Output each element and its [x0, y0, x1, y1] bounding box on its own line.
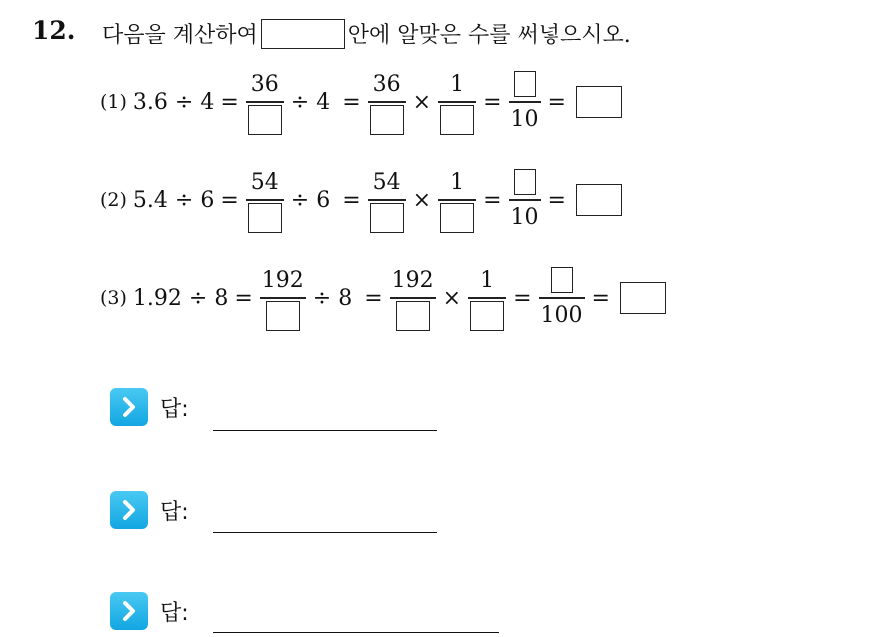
answer-row-2 — [110, 491, 189, 529]
fraction-3 — [440, 67, 474, 137]
answer-box-result[interactable] — [620, 282, 666, 314]
fraction-numerator: 192 — [391, 267, 434, 293]
divisor-term: ÷ 6 — [290, 187, 331, 213]
answer-box-denominator[interactable] — [266, 301, 300, 331]
equation-row-3 — [100, 262, 666, 334]
fraction-4 — [541, 263, 583, 333]
answer-row-3 — [110, 592, 189, 630]
fraction-numerator: 1 — [480, 267, 495, 293]
equation-lhs: 5.4 ÷ 6 — [132, 187, 215, 213]
fraction-denominator: 10 — [510, 205, 539, 231]
answer-box-denominator[interactable] — [248, 105, 282, 135]
answer-box-result[interactable] — [576, 184, 622, 216]
equals-sign: = — [547, 89, 566, 115]
equation-label: (1) — [100, 91, 127, 113]
divisor-term: ÷ 4 — [290, 89, 331, 115]
chevron-right-icon — [110, 491, 148, 529]
fraction-3 — [440, 165, 474, 235]
question-instruction — [102, 18, 631, 49]
instruction-blank-box — [261, 19, 345, 49]
equation-row-1 — [100, 66, 622, 138]
equals-sign: = — [220, 187, 239, 213]
answer-box-denominator[interactable] — [370, 105, 404, 135]
answer-label: 답: — [160, 396, 189, 422]
equals-sign: = — [234, 285, 253, 311]
times-sign: × — [412, 89, 432, 115]
equals-sign: = — [483, 89, 502, 115]
answer-box-denominator[interactable] — [248, 203, 282, 233]
fraction-numerator: 36 — [372, 71, 401, 97]
answer-box-denominator[interactable] — [440, 203, 474, 233]
answer-box-numerator[interactable] — [514, 71, 536, 97]
fraction-numerator: 1 — [450, 71, 465, 97]
divisor-term: ÷ 8 — [312, 285, 353, 311]
answer-line-1[interactable] — [213, 430, 437, 431]
equals-sign: = — [513, 285, 532, 311]
fraction-2 — [370, 165, 404, 235]
answer-label: 답: — [160, 600, 189, 626]
answer-box-numerator[interactable] — [551, 267, 573, 293]
fraction-1 — [248, 165, 282, 235]
answer-label: 답: — [160, 499, 189, 525]
equals-sign: = — [364, 285, 383, 311]
equals-sign: = — [342, 187, 361, 213]
equals-sign: = — [547, 187, 566, 213]
fraction-denominator: 100 — [540, 303, 583, 329]
fraction-1 — [262, 263, 304, 333]
instruction-text-before: 다음을 계산하여 — [102, 23, 258, 48]
answer-box-result[interactable] — [576, 86, 622, 118]
instruction-text-after: 안에 알맞은 수를 써넣으시오. — [347, 23, 631, 48]
answer-box-denominator[interactable] — [396, 301, 430, 331]
fraction-numerator: 54 — [372, 169, 401, 195]
answer-line-3[interactable] — [213, 632, 499, 633]
equals-sign: = — [220, 89, 239, 115]
fraction-numerator: 36 — [250, 71, 279, 97]
fraction-numerator: 54 — [250, 169, 279, 195]
answer-box-denominator[interactable] — [470, 301, 504, 331]
equation-label: (2) — [100, 189, 127, 211]
answer-row-1 — [110, 388, 189, 426]
equals-sign: = — [342, 89, 361, 115]
equation-lhs: 1.92 ÷ 8 — [132, 285, 229, 311]
times-sign: × — [412, 187, 432, 213]
chevron-right-icon — [110, 592, 148, 630]
answer-box-numerator[interactable] — [514, 169, 536, 195]
fraction-1 — [248, 67, 282, 137]
fraction-3 — [470, 263, 504, 333]
answer-box-denominator[interactable] — [370, 203, 404, 233]
question-number: 12. — [32, 16, 76, 45]
answer-line-2[interactable] — [213, 532, 437, 533]
answer-box-denominator[interactable] — [440, 105, 474, 135]
fraction-4 — [511, 67, 539, 137]
fraction-2 — [370, 67, 404, 137]
chevron-right-icon — [110, 388, 148, 426]
fraction-numerator: 192 — [261, 267, 304, 293]
equation-row-2 — [100, 164, 622, 236]
equation-label: (3) — [100, 287, 127, 309]
equation-lhs: 3.6 ÷ 4 — [132, 89, 215, 115]
fraction-2 — [392, 263, 434, 333]
equals-sign: = — [591, 285, 610, 311]
equals-sign: = — [483, 187, 502, 213]
fraction-4 — [511, 165, 539, 235]
fraction-denominator: 10 — [510, 107, 539, 133]
times-sign: × — [442, 285, 462, 311]
fraction-numerator: 1 — [450, 169, 465, 195]
